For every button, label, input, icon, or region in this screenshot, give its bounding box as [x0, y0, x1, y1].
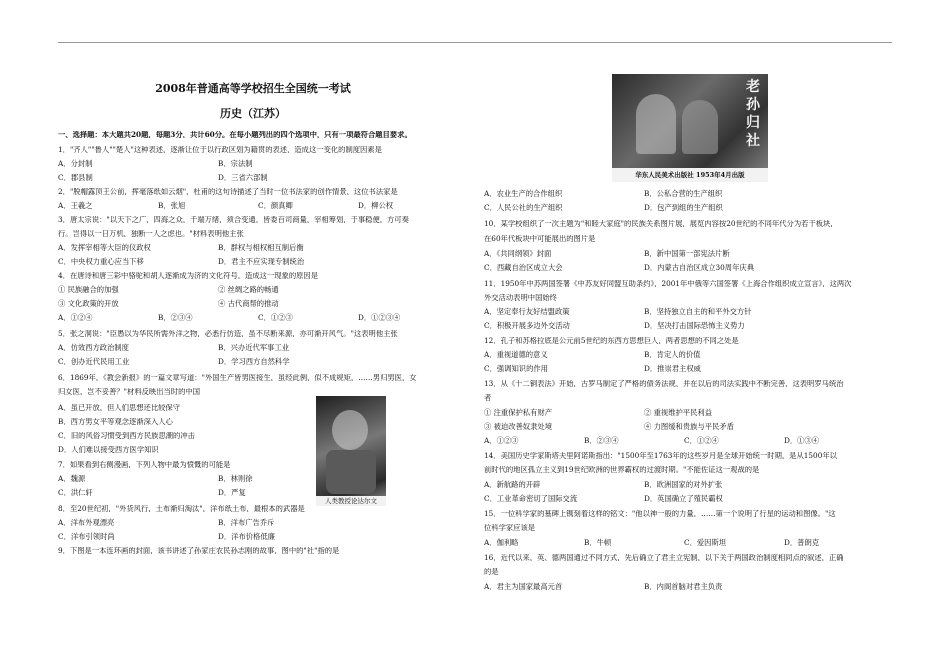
q13-options	[484, 437, 884, 444]
option: D．内蒙古自治区成立30周年庆典	[644, 263, 754, 272]
option: D．包产到组的生产组织	[644, 203, 723, 212]
comic-cover-image	[612, 74, 768, 182]
option: D．坚决打击国际恐怖主义势力	[644, 321, 745, 330]
option: D．学习西方自然科学	[218, 357, 290, 366]
question-15-cont: 位科学家应该是	[484, 524, 536, 532]
question-16-cont: 的是	[484, 568, 499, 576]
option: C．积极开展多边外交活动	[484, 321, 570, 330]
option: A．仿效西方政治制度	[58, 343, 129, 352]
cover-title: 老孙归社	[746, 79, 760, 149]
option: B．宗法制	[218, 159, 253, 168]
question-9: 9．下图是一本连环画的封面，该书讲述了孙家庄农民孙志刚的故事，图中的"社"指的是	[58, 547, 340, 555]
cartoon-caption: 人类教授论达尔文	[316, 496, 386, 506]
q9-options-cd	[484, 204, 804, 211]
question-11: 11．1950年中苏两国签署《中苏友好同盟互助条约》，2001年中俄等六国签署《上海合作组织成立宣言》，这两次	[484, 280, 852, 288]
q12-options-ab	[484, 351, 804, 358]
q4-items-34	[58, 300, 378, 307]
question-14: 14．美国历史学家斯塔夫里阿诺斯指出："1500年至1763年的这些岁月是全球开始统一时期，是从1500年以	[484, 452, 837, 460]
question-10: 10．某学校组织了一次主题为"和睦大家庭"的民族关系图片展，展览内容按20世纪的不同年代分为若干板块，	[484, 220, 838, 228]
option: D．三省六部制	[218, 173, 268, 182]
option: C．郡县制	[58, 173, 93, 182]
item: ② 重视维护平民利益	[644, 408, 712, 417]
q13-items-34	[484, 423, 804, 430]
q6-option-a: A．虽已开放，但人们思想还比较保守	[58, 404, 181, 412]
option: B．新中国第一部宪法片断	[644, 249, 730, 258]
q10-options-ab	[484, 250, 804, 257]
cartoon-body	[326, 450, 376, 494]
q5-options-cd	[58, 358, 378, 365]
option: A．①②④	[58, 313, 93, 322]
q1-options-cd	[58, 174, 378, 181]
item: ④ 古代商帮的推动	[218, 299, 279, 308]
q14-options-ab	[484, 481, 804, 488]
option: A．农业生产的合作组织	[484, 189, 563, 198]
q11-options-ab	[484, 308, 804, 315]
option: A．①②③	[484, 436, 519, 445]
option: B．公私合营的生产组织	[644, 189, 723, 198]
option: B．张旭	[158, 201, 186, 210]
item: ④ 力图缓和贵族与平民矛盾	[644, 422, 734, 431]
option: C．创办近代民用工业	[58, 357, 130, 366]
q3-options-ab	[58, 244, 378, 251]
question-3-cont: 行。岂得以一日万机，独断一人之虑也。"材料表明他主张	[58, 230, 244, 238]
option: D．洋布价格低廉	[218, 532, 275, 541]
question-3: 3．唐太宗说："以天下之广，四海之众，千端万绪，须合变通，皆委百司商量，宰相筹划，于事稳便，方可奏	[58, 216, 409, 224]
option: B．②③④	[584, 436, 619, 445]
option: D．①③④	[784, 436, 820, 445]
option: A．新航路的开辟	[484, 480, 541, 489]
section-heading: 一、选择题：本大题共20题，每题3分，共计60分。在每小题列出的四个选项中，只有一项最符合题目要求。	[58, 131, 412, 139]
option: B．坚持独立自主的和平外交方针	[644, 307, 752, 316]
option: B．群权与相权相互制后衡	[218, 243, 304, 252]
option: C．①②④	[684, 436, 719, 445]
q8-options-ab	[58, 519, 378, 526]
question-6: 6．1869年，《教会新报》的一篇文章写道："外国生产皆男医接生，虽经此例，似不成规矩，……男归男医，女	[58, 374, 417, 382]
item: ③ 文化政策的开放	[58, 299, 119, 308]
option: D．英国确立了殖民霸权	[644, 494, 723, 503]
option: A．伽利略	[484, 538, 519, 547]
q9-options-ab	[484, 190, 804, 197]
option: D．推崇君主权威	[644, 364, 701, 373]
q10-options-cd	[484, 264, 804, 271]
question-11-cont: 外交活动表明中国始终	[484, 294, 557, 302]
option: C．工业革命密切了国际交流	[484, 494, 578, 503]
option: A．分封制	[58, 159, 93, 168]
option: D．普朗克	[784, 538, 820, 547]
option: C．强调知识的作用	[484, 364, 548, 373]
option: C．西藏自治区成立大会	[484, 263, 563, 272]
option: B．兴办近代军事工业	[218, 343, 290, 352]
option: C．颜真卿	[258, 201, 293, 210]
question-7: 7．如果看到右侧漫画，下列人物中最为愤慨的可能是	[58, 461, 231, 469]
question-10-cont: 在60年代板块中可能展出的图片是	[484, 235, 596, 243]
option: C．人民公社的生产组织	[484, 203, 563, 212]
option: B．②③④	[158, 313, 193, 322]
question-14-cont: 前时代的地区孤立主义到19世纪欧洲的世界霸权的过渡时期。"不能佐证这一观战的是	[484, 466, 760, 474]
option: A．洋布外观漂亮	[58, 518, 115, 527]
option: D．①②③④	[358, 313, 401, 322]
question-13: 13．从《十二铜表法》开始，古罗马制定了严格的债务法规，并在以后的司法实践中不断完善，这表明罗马统治	[484, 380, 844, 388]
q2-options	[58, 202, 458, 209]
option: A．坚定奉行友好结盟政策	[484, 307, 570, 316]
cover-publisher: 华东人民美术出版社 1953年4月出版	[612, 168, 768, 182]
option: C．洋布引领时尚	[58, 532, 115, 541]
exam-title: 2008年普通高等学校招生全国统一考试	[155, 82, 351, 95]
q6-option-c: C．旧的风俗习惯受到西方民族思潮的冲击	[58, 432, 195, 440]
option: D．君主不应实现专制统治	[218, 257, 305, 266]
question-13-cont: 者	[484, 394, 492, 402]
q5-options-ab	[58, 344, 378, 351]
q8-options-cd	[58, 533, 378, 540]
q16-options-ab	[484, 583, 804, 590]
question-6-cont: 归女医，岂不妥善？"材料反映出当时的中国	[58, 388, 200, 396]
question-15: 15．一位科学家的墓碑上镌刻着这样的铭文："他以神一般的力量，……第一个说明了行星的运动和图像。"这	[484, 510, 836, 518]
top-rule	[58, 42, 892, 43]
option: A．重视道德的意义	[484, 350, 548, 359]
option: A．魏源	[58, 474, 86, 483]
q6-option-b: B．西方男女平等观念逐渐深入人心	[58, 418, 173, 426]
q4-options	[58, 314, 458, 321]
q14-options-cd	[484, 495, 804, 502]
question-16: 16．近代以来，英、德两国通过不同方式，先后确立了君主立宪制，以下关于两国政治制度相同点的叙述，正确	[484, 554, 844, 562]
option: A．发挥宰相等大臣的仪政权	[58, 243, 151, 252]
q3-options-cd	[58, 258, 378, 265]
option: A．《共同纲领》封面	[484, 249, 552, 258]
q15-options	[484, 539, 884, 546]
cover-figure	[636, 94, 676, 154]
question-5: 5．张之洞说："臣愚以为华民所需外洋之物，必悉行仿造，虽不尽断来源，亦可渐开风气。"这表明他主张	[58, 330, 398, 338]
question-2: 2．"脱帽露顶王公前，挥毫落纸如云烟"，杜甫的这句诗描述了当时一位书法家的创作情景，这位书法家是	[58, 188, 398, 196]
question-4: 4．在唐诗和唐三彩中骆驼和胡人逐渐成为济的文化符号，造成这一现象的原因是	[58, 272, 319, 280]
cover-figure	[682, 100, 718, 154]
item: ③ 被迫改善奴隶处境	[484, 422, 552, 431]
option: C．中央权力重心应当下移	[58, 257, 144, 266]
option: B．洋布广告乔斥	[218, 518, 275, 527]
option: C．爱因斯坦	[684, 538, 727, 547]
option: B．牛顿	[584, 538, 612, 547]
option: C．①②③	[258, 313, 293, 322]
question-1: 1．"齐人""鲁人""楚人"这种表述，逐渐让位于以行政区划为籍贯的表述，造成这一变化的制度因素是	[58, 146, 382, 154]
q4-items-12	[58, 286, 378, 293]
option: B．内阁首脑对君主负责	[644, 582, 723, 591]
option: A．王羲之	[58, 201, 93, 210]
question-8: 8．至20世纪初，"外货风行，土布渐归淘汰"，洋布纸土布，最根本的武器是	[58, 505, 305, 513]
option: B．欧洲国家的对外扩张	[644, 480, 723, 489]
option: A．君主为国家最高元首	[484, 582, 563, 591]
option: D．柳公权	[358, 201, 394, 210]
exam-subtitle: 历史（江苏）	[220, 107, 286, 120]
cartoon-image	[316, 396, 386, 506]
item: ① 民族融合的加强	[58, 285, 119, 294]
item: ① 注重保护私有财产	[484, 408, 552, 417]
option: D．严复	[218, 488, 246, 497]
q13-items-12	[484, 409, 804, 416]
q6-option-d: D．人们难以接受西方医学知识	[58, 446, 159, 454]
cartoon-face	[332, 410, 368, 450]
q1-options-ab	[58, 160, 378, 167]
option: B．肯定人的价值	[644, 350, 701, 359]
item: ② 丝绸之路的畅通	[218, 285, 279, 294]
option: B．林则徐	[218, 474, 253, 483]
question-12: 12．孔子和苏格拉底是公元前5世纪的东西方思想巨人，两者思想的不同之处是	[484, 337, 739, 345]
q11-options-cd	[484, 322, 804, 329]
q12-options-cd	[484, 365, 804, 372]
option: C．洪仁轩	[58, 488, 93, 497]
